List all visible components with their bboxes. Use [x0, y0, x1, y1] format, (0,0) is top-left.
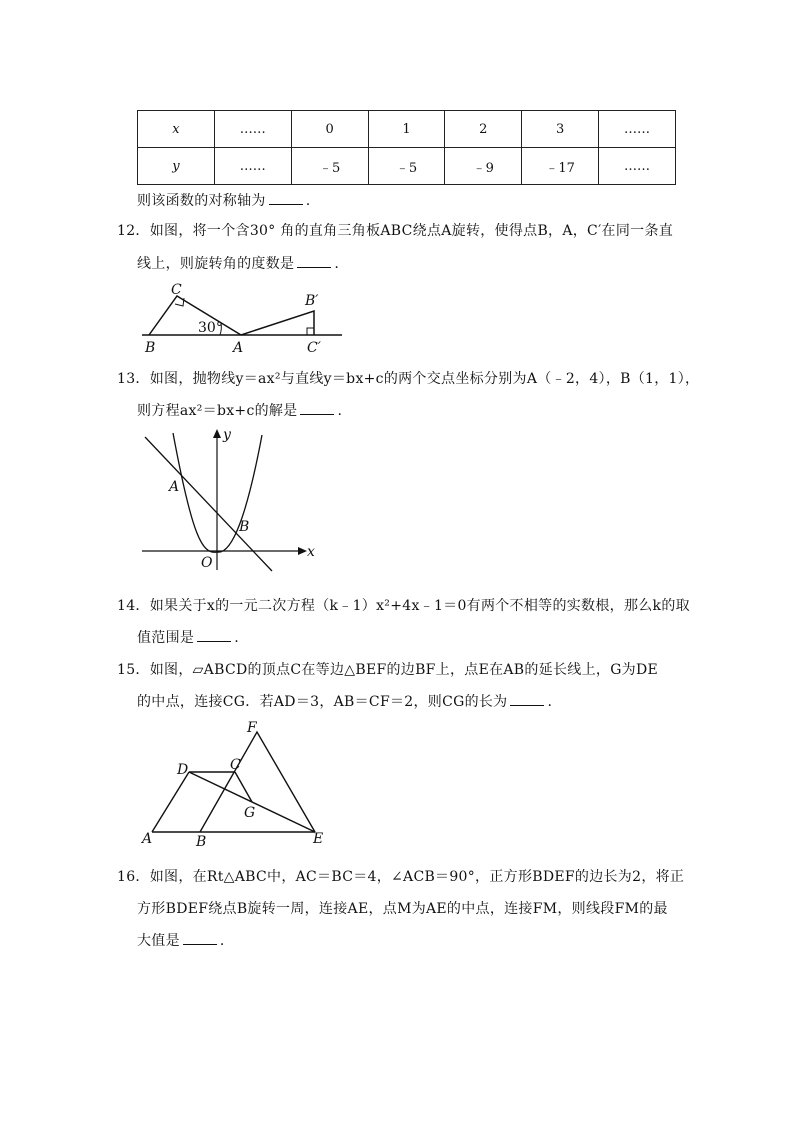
q12-line2: [137, 253, 339, 273]
point-A-label: A: [169, 479, 180, 495]
table-cell: x: [138, 111, 215, 148]
label-F: F: [247, 720, 257, 736]
table-row-x: [138, 111, 676, 148]
q11-end: .: [305, 193, 311, 209]
q15-line1: 15．如图，▱ABCD的顶点C在等边△BEF的边BF上，点E在AB的延长线上，G为DE: [117, 662, 659, 678]
q14-text: 值范围是: [137, 630, 195, 646]
q15-text: 的中点，连接CG．若AD＝3，AB＝CF＝2，则CG的长为: [137, 694, 508, 710]
q16-text: 大值是: [137, 933, 180, 949]
table-cell: ……: [599, 148, 676, 185]
q16-end: .: [219, 933, 225, 949]
table-cell: ……: [214, 111, 291, 148]
table-cell: 3: [522, 111, 599, 148]
label-D: D: [177, 762, 189, 778]
answer-blank: [297, 257, 331, 268]
table-cell: 0: [291, 111, 368, 148]
origin-label: O: [201, 555, 213, 571]
q13-figure: [137, 425, 322, 580]
table-cell: 2: [445, 111, 522, 148]
answer-blank: [510, 695, 544, 706]
label-A: A: [233, 340, 244, 356]
q15-line2: [137, 691, 552, 711]
q14-end: .: [234, 630, 239, 646]
axis-x-label: x: [307, 544, 315, 560]
q16-line3: [137, 930, 225, 950]
point-B-label: B: [239, 519, 250, 535]
q14-line1: 14．如果关于x的一元二次方程（k﹣1）x²+4x﹣1＝0有两个不相等的实数根，那么k的取: [117, 598, 690, 614]
label-B: B: [145, 340, 156, 356]
answer-blank: [300, 404, 334, 415]
q12-end: .: [334, 256, 340, 272]
q12-text: 线上，则旋转角的度数是: [137, 256, 295, 272]
answer-blank: [197, 631, 231, 642]
q14-line2: [137, 627, 239, 647]
q15-figure: [137, 718, 337, 853]
table-cell: y: [138, 148, 215, 185]
table-row-y: [138, 148, 676, 185]
value-table: [137, 110, 676, 185]
label-A: A: [142, 831, 153, 847]
q16-line1: 16．如图，在Rt△ABC中，AC＝BC＝4，∠ACB＝90°，正方形BDEF的边长为2，将正: [117, 869, 685, 885]
table-cell: ﹣9: [445, 148, 522, 185]
label-B-prime: B′: [305, 293, 319, 309]
q16-line2: 方形BDEF绕点B旋转一周，连接AE，点M为AE的中点，连接FM，则线段FM的最: [137, 901, 668, 917]
q13-line2: [137, 400, 342, 420]
table-cell: ﹣5: [368, 148, 445, 185]
table-cell: ……: [214, 148, 291, 185]
q13-line1: 13．如图，抛物线y＝ax²与直线y＝bx+c的两个交点坐标分别为A（﹣2，4），B（1，1），: [117, 371, 700, 387]
table-cell: ﹣5: [291, 148, 368, 185]
label-C-prime: C′: [307, 340, 321, 356]
answer-blank: [183, 934, 217, 945]
axis-y-label: y: [223, 427, 231, 443]
q13-end: .: [337, 403, 343, 419]
table-cell: 1: [368, 111, 445, 148]
label-B: B: [196, 834, 207, 850]
q12-line1: 12．如图，将一个含30° 角的直角三角板ABC绕点A旋转，使得点B，A，C′在同一条直: [117, 223, 674, 239]
q11-tail: [137, 190, 310, 210]
label-angle: 30°: [198, 320, 223, 336]
label-C: C: [171, 282, 182, 298]
answer-blank: [269, 194, 303, 205]
q15-end: .: [547, 694, 553, 710]
label-E: E: [313, 831, 324, 847]
q13-text: 则方程ax²＝bx+c的解是: [137, 403, 298, 419]
q11-text: 则该函数的对称轴为: [137, 193, 266, 209]
label-C: C: [230, 757, 241, 773]
label-G: G: [244, 805, 256, 821]
table-cell: ……: [599, 111, 676, 148]
table-cell: ﹣17: [522, 148, 599, 185]
q12-figure: [137, 280, 352, 356]
